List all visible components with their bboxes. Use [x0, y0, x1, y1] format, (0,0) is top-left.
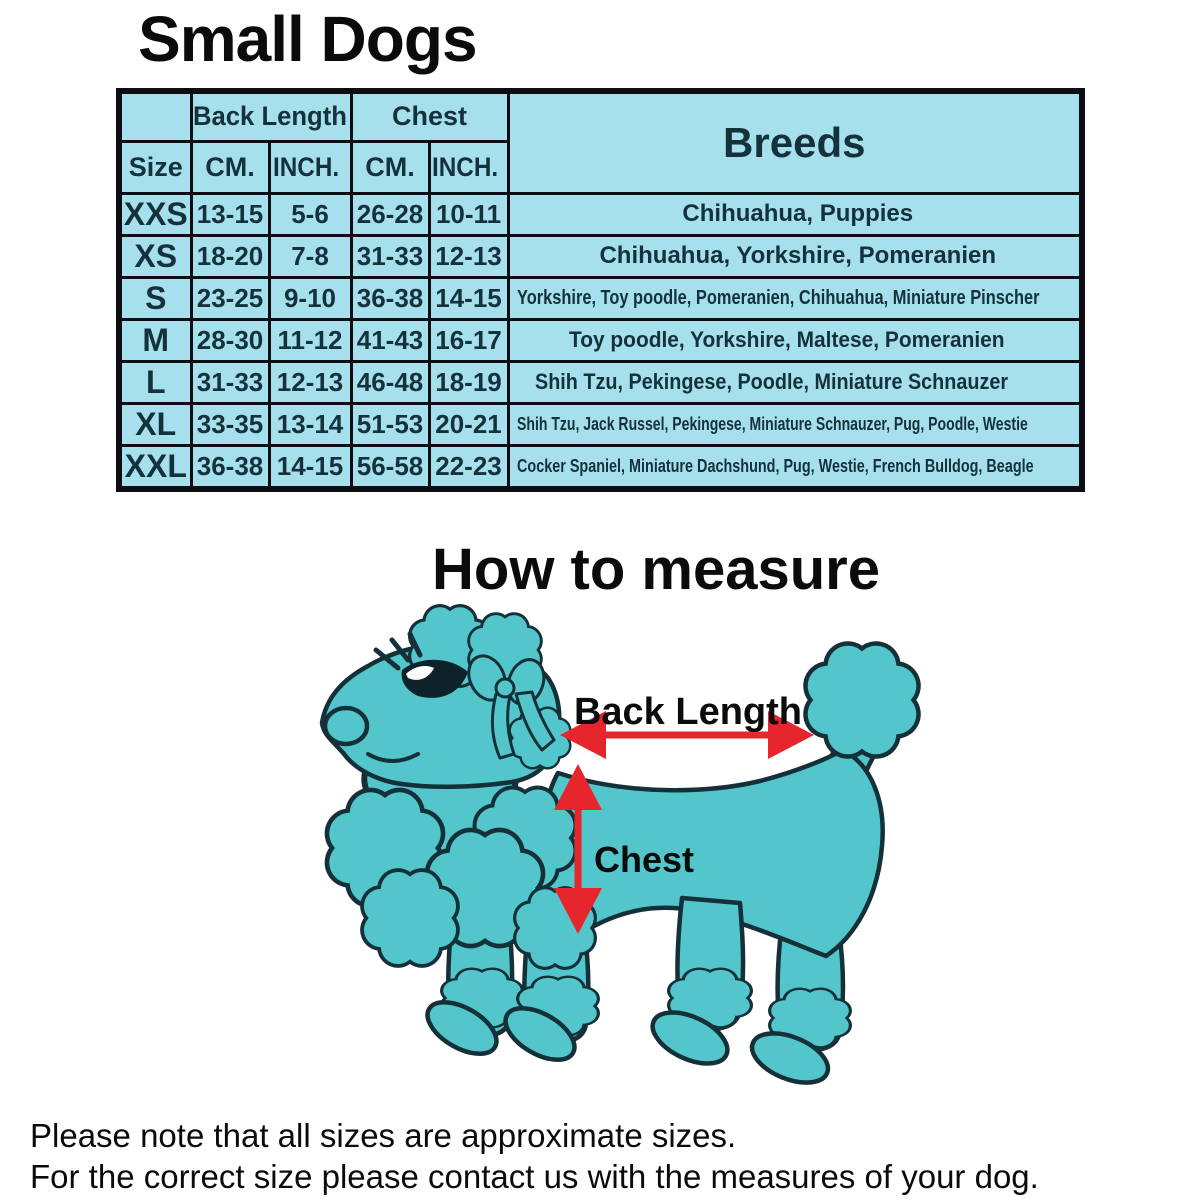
cell-chest-cm: 41-43 — [351, 319, 429, 361]
size-table — [116, 88, 1085, 492]
empty-corner-cell — [119, 91, 191, 141]
cell-size: XXS — [119, 193, 191, 235]
footer-note-2: For the correct size please contact us with the measures of your dog. — [30, 1158, 1039, 1195]
cell-back-cm: 28-30 — [191, 319, 269, 361]
table-row — [119, 235, 1082, 277]
table-group-header-row — [119, 91, 1082, 141]
cell-size: M — [119, 319, 191, 361]
poodle-near-hind-leg — [645, 898, 752, 1074]
col-header-breeds: Breeds — [508, 91, 1082, 193]
table-row — [119, 277, 1082, 319]
cell-back-cm: 18-20 — [191, 235, 269, 277]
table-row — [119, 319, 1082, 361]
poodle-diagram-svg — [290, 598, 970, 1120]
measure-section-title: How to measure — [432, 537, 880, 602]
cell-back-cm: 13-15 — [191, 193, 269, 235]
table-row — [119, 403, 1082, 445]
cell-chest-cm: 51-53 — [351, 403, 429, 445]
cell-breeds: Shih Tzu, Pekingese, Poodle, Miniature Schnauzer — [508, 361, 1082, 403]
cell-chest-inch: 20-21 — [429, 403, 508, 445]
poodle-tail-pom — [805, 643, 918, 756]
cell-size: L — [119, 361, 191, 403]
table-row — [119, 361, 1082, 403]
cell-breeds: Chihuahua, Puppies — [508, 193, 1082, 235]
back-length-label: Back Length — [573, 691, 803, 733]
cell-back-cm: 36-38 — [191, 445, 269, 489]
cell-breeds: Toy poodle, Yorkshire, Maltese, Pomeranien — [508, 319, 1082, 361]
cell-chest-inch: 12-13 — [429, 235, 508, 277]
cell-back-inch: 7-8 — [269, 235, 351, 277]
cell-back-inch: 11-12 — [269, 319, 351, 361]
col-header-back-length: Back Length — [191, 91, 351, 141]
cell-chest-cm: 26-28 — [351, 193, 429, 235]
cell-size: S — [119, 277, 191, 319]
cell-back-inch: 12-13 — [269, 361, 351, 403]
col-header-chest-inch: INCH. — [429, 141, 508, 193]
cell-breeds: Yorkshire, Toy poodle, Pomeranien, Chihuahua, Miniature Pinscher — [508, 277, 1082, 319]
col-header-size: Size — [119, 141, 191, 193]
page-title: Small Dogs — [138, 3, 477, 75]
footer-notes — [30, 1115, 1039, 1197]
cell-chest-cm: 31-33 — [351, 235, 429, 277]
table-row — [119, 193, 1082, 235]
footer-note-1: Please note that all sizes are approximate sizes. — [30, 1117, 737, 1154]
col-header-back-cm: CM. — [191, 141, 269, 193]
poodle-nose — [325, 708, 367, 744]
col-header-chest: Chest — [351, 91, 508, 141]
table-row — [119, 445, 1082, 489]
cell-breeds: Cocker Spaniel, Miniature Dachshund, Pug, Westie, French Bulldog, Beagle — [508, 445, 1082, 489]
cell-back-inch: 13-14 — [269, 403, 351, 445]
cell-chest-inch: 14-15 — [429, 277, 508, 319]
cell-chest-inch: 18-19 — [429, 361, 508, 403]
cell-breeds: Chihuahua, Yorkshire, Pomeranien — [508, 235, 1082, 277]
cell-chest-cm: 36-38 — [351, 277, 429, 319]
col-header-chest-cm: CM. — [351, 141, 429, 193]
col-header-back-inch: INCH. — [269, 141, 351, 193]
cell-chest-cm: 56-58 — [351, 445, 429, 489]
dog-illustration — [290, 598, 970, 1120]
cell-size: XL — [119, 403, 191, 445]
cell-back-inch: 9-10 — [269, 277, 351, 319]
cell-chest-inch: 22-23 — [429, 445, 508, 489]
cell-chest-inch: 10-11 — [429, 193, 508, 235]
cell-breeds: Shih Tzu, Jack Russel, Pekingese, Miniature Schnauzer, Pug, Poodle, Westie — [508, 403, 1082, 445]
cell-chest-cm: 46-48 — [351, 361, 429, 403]
cell-back-inch: 5-6 — [269, 193, 351, 235]
chest-label: Chest — [594, 839, 695, 880]
cell-back-cm: 33-35 — [191, 403, 269, 445]
poodle-head — [322, 606, 570, 787]
cell-size: XXL — [119, 445, 191, 489]
cell-back-cm: 31-33 — [191, 361, 269, 403]
cell-size: XS — [119, 235, 191, 277]
cell-back-cm: 23-25 — [191, 277, 269, 319]
cell-back-inch: 14-15 — [269, 445, 351, 489]
cell-chest-inch: 16-17 — [429, 319, 508, 361]
